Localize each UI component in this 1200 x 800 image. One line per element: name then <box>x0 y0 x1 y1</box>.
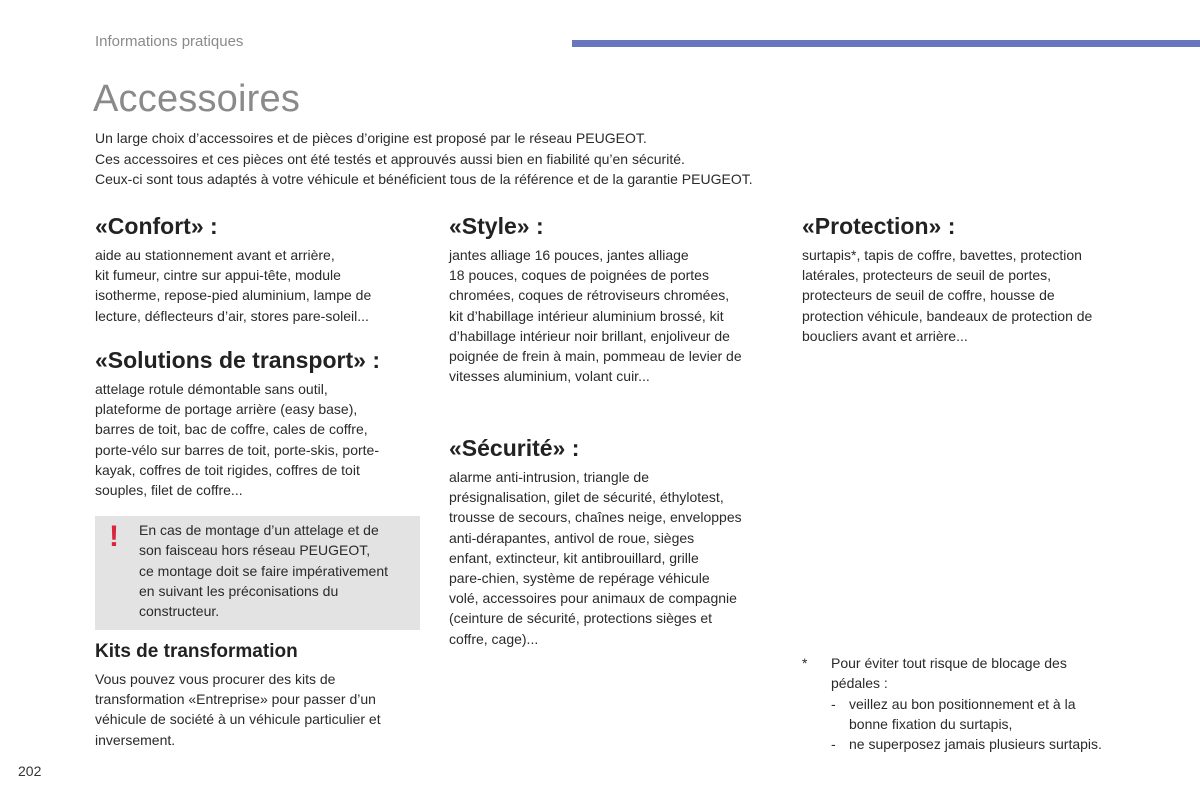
section-confort <box>95 211 420 326</box>
protection-text <box>802 245 1162 346</box>
warning-box <box>95 516 420 630</box>
text-line: Vous pouvez vous procurer des kits de <box>95 671 336 687</box>
text-line: bonne fixation du surtapis, <box>849 715 1013 732</box>
text-line: 18 pouces, coques de poignées de portes <box>449 267 709 284</box>
section-kits <box>95 639 420 750</box>
securite-text <box>449 467 774 649</box>
text-line: constructeur. <box>139 603 220 620</box>
footnote-intro <box>802 653 1162 694</box>
text-line: en suivant les préconisations du <box>139 582 339 599</box>
text-line: protecteurs de seuil de coffre, housse de <box>802 287 1055 304</box>
text-line: veillez au bon positionnement et à la <box>849 695 1076 712</box>
intro-line: Ceux-ci sont tous adaptés à votre véhicule et bénéficient tous de la référence et de la garantie PEUGEOT. <box>95 171 753 187</box>
text-line: véhicule de société à un véhicule particulier et <box>95 711 381 728</box>
text-line: isotherme, repose-pied aluminium, lampe de <box>95 287 372 304</box>
text-line: porte-vélo sur barres de toit, porte-skis, porte- <box>95 441 380 458</box>
footnote <box>802 653 1162 754</box>
footnote-list-item <box>802 694 1162 735</box>
text-line: surtapis*, tapis de coffre, bavettes, protection <box>802 247 1082 263</box>
footnote-list-item <box>802 734 1162 754</box>
exclamation-icon: ! <box>109 520 119 553</box>
list-dash: - <box>831 736 836 753</box>
text-line: chromées, coques de rétroviseurs chromées, <box>449 287 730 304</box>
text-line: anti-dérapantes, antivol de roue, sièges <box>449 529 695 546</box>
text-line: trousse de secours, chaînes neige, enveloppes <box>449 509 742 526</box>
text-line: kit d’habillage intérieur aluminium brossé, kit <box>449 307 724 324</box>
securite-heading: «Sécurité» : <box>449 435 580 461</box>
intro-line: Ces accessoires et ces pièces ont été testés et approuvés aussi bien en fiabilité qu’en sécurité. <box>95 150 685 167</box>
section-transport <box>95 345 420 500</box>
footnote-asterisk: * <box>802 655 808 671</box>
section-style <box>449 211 774 386</box>
text-line: transformation «Entreprise» pour passer d’un <box>95 691 376 708</box>
text-line: En cas de montage d’un attelage et de <box>139 522 379 538</box>
text-line: alarme anti-intrusion, triangle de <box>449 469 649 485</box>
intro-line: Un large choix d’accessoires et de pièces d’origine est proposé par le réseau PEUGEOT. <box>95 130 647 146</box>
section-securite <box>449 433 774 649</box>
text-line: souples, filet de coffre... <box>95 482 243 499</box>
page-title: Accessoires <box>93 78 301 120</box>
text-line: pare-chien, système de repérage véhicule <box>449 570 710 587</box>
text-line: kayak, coffres de toit rigides, coffres de toit <box>95 461 360 478</box>
text-line: attelage rotule démontable sans outil, <box>95 381 328 397</box>
text-line: aide au stationnement avant et arrière, <box>95 247 335 263</box>
text-line: lecture, déflecteurs d’air, stores pare-soleil... <box>95 307 369 324</box>
text-line: pédales : <box>831 675 888 692</box>
kits-text <box>95 669 420 750</box>
text-line: (ceinture de sécurité, protections sièges et <box>449 610 713 627</box>
text-line: volé, accessoires pour animaux de compagnie <box>449 590 737 607</box>
text-line: barres de toit, bac de coffre, cales de coffre, <box>95 421 368 438</box>
header-accent-bar <box>572 40 1200 47</box>
text-line: jantes alliage 16 pouces, jantes alliage <box>449 247 689 263</box>
text-line: d’habillage intérieur noir brillant, enjoliveur de <box>449 327 730 344</box>
text-line: ne superposez jamais plusieurs surtapis. <box>849 736 1102 753</box>
text-line: protection véhicule, bandeaux de protection de <box>802 307 1093 324</box>
text-line: Pour éviter tout risque de blocage des <box>831 655 1067 671</box>
kits-heading: Kits de transformation <box>95 641 298 662</box>
list-dash: - <box>831 695 836 712</box>
text-line: poignée de frein à main, pommeau de levier de <box>449 348 742 365</box>
section-protection <box>802 211 1162 346</box>
page-number: 202 <box>18 763 42 779</box>
confort-text <box>95 245 420 326</box>
transport-text <box>95 379 420 500</box>
section-label: Informations pratiques <box>95 33 244 50</box>
text-line: latérales, protecteurs de seuil de portes, <box>802 267 1052 284</box>
text-line: kit fumeur, cintre sur appui-tête, module <box>95 267 341 284</box>
protection-heading: «Protection» : <box>802 213 956 239</box>
text-line: inversement. <box>95 731 176 748</box>
transport-heading: «Solutions de transport» : <box>95 347 380 373</box>
text-line: présignalisation, gilet de sécurité, éthylotest, <box>449 489 724 506</box>
style-heading: «Style» : <box>449 213 544 239</box>
warning-text <box>139 520 388 621</box>
confort-heading: «Confort» : <box>95 213 218 239</box>
intro-paragraph <box>95 128 895 190</box>
style-text <box>449 245 774 386</box>
text-line: plateforme de portage arrière (easy base), <box>95 401 358 418</box>
text-line: enfant, extincteur, kit antibrouillard, grille <box>449 549 699 566</box>
text-line: boucliers avant et arrière... <box>802 327 968 344</box>
text-line: son faisceau hors réseau PEUGEOT, <box>139 542 371 559</box>
text-line: coffre, cage)... <box>449 630 539 647</box>
text-line: vitesses aluminium, volant cuir... <box>449 368 650 385</box>
text-line: ce montage doit se faire impérativement <box>139 562 389 579</box>
